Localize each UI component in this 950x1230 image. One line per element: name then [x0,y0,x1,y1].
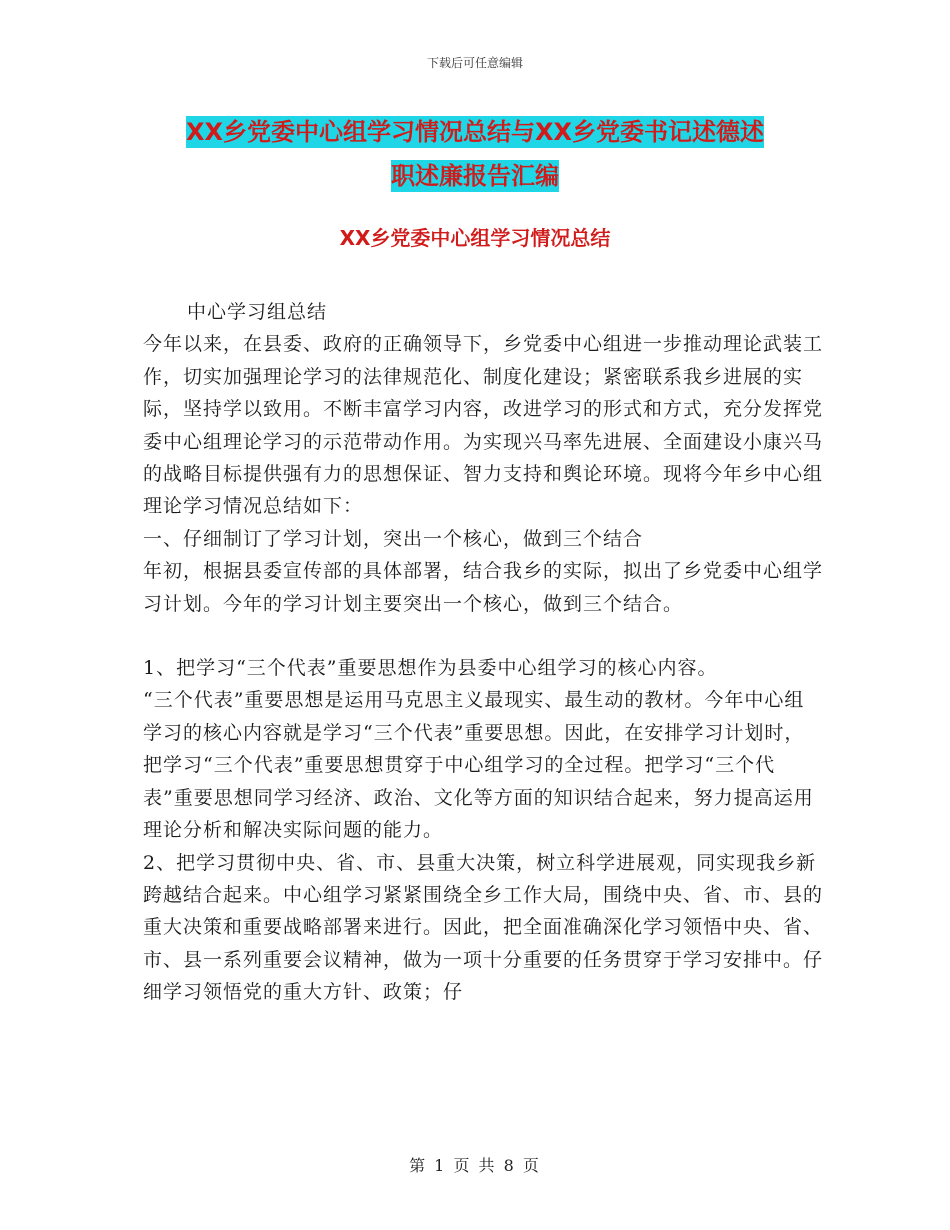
paragraph-intro: 今年以来，在县委、政府的正确领导下，乡党委中心组进一步推动理论武装工作，切实加强理论学习的法律规范化、制度化建设；紧密联系我乡进展的实际，坚持学以致用。不断丰富学习内容，改进学习的形式和方式，充分发挥党委中心组理论学习的示范带动作用。为实现兴马率先进展、全面建设小康兴马的战略目标提供强有力的思想保证、智力支持和舆论环境。现将今年乡中心组理论学习情况总结如下： [143,333,824,518]
paragraph-item-2: 2、把学习贯彻中央、省、市、县重大决策，树立科学进展观，同实现我乡新跨越结合起来。中心组学习紧紧围绕全乡工作大局，围绕中央、省、市、县的重大决策和重要战略部署来进行。因此，把全面准确深化学习领悟中央、省、市、县一系列重要会议精神，做为一项十分重要的任务贯穿于学习安排中。仔细学习领悟党的重大方针、政策；仔 [143,851,824,1004]
heading-item-1: 1、把学习“三个代表”重要思想作为县委中心组学习的核心内容。 [143,657,718,680]
title-line-1: XX乡党委中心组学习情况总结与XX乡党委书记述德述 [185,118,764,146]
section-title: XX乡党委中心组学习情况总结 [339,226,611,250]
paragraph-plan: 年初，根据县委宣传部的具体部署，结合我乡的实际，拟出了乡党委中心组学习计划。今年的学习计划主要突出一个核心，做到三个结合。 [143,560,824,615]
document-title [0,110,950,198]
title-line-2: 职述廉报告汇编 [391,162,559,190]
header-note: 下载后可任意编辑 [426,56,523,70]
paragraph-spacer [143,620,823,652]
paragraph-item-1: “三个代表”重要思想是运用马克思主义最现实、最生动的教材。今年中心组学习的核心内容就是学习“三个代表”重要思想。因此，在安排学习计划时，把学习“三个代表”重要思想贯穿于中心组学习的全过程。把学习“三个代表”重要思想同学习经济、政治、文化等方面的知识结合起来，努力提高运用理论分析和解决实际问题的能力。 [143,689,814,842]
document-body [143,296,823,1009]
heading-section-one: 一、仔细制订了学习计划，突出一个核心，做到三个结合 [143,527,644,550]
subheading-study-group: 中心学习组总结 [187,301,328,323]
page-footer: 第 1 页 共 8 页 [409,1156,541,1175]
